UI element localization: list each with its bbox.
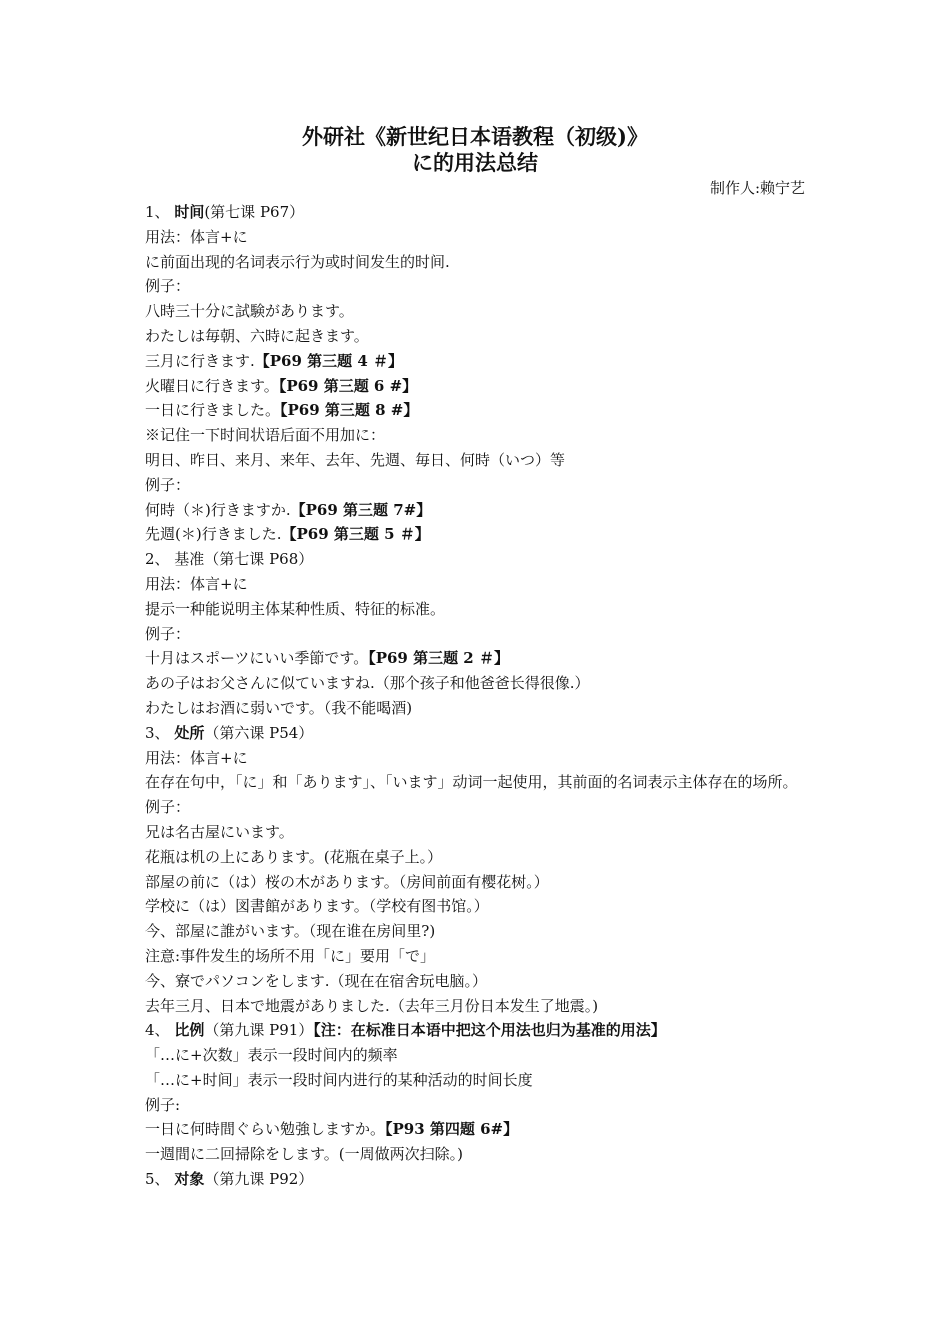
example-line: 部屋の前に（は）桜の木があります。（房间前面有樱花树。） <box>145 872 549 891</box>
example-line <box>145 349 810 374</box>
author-line: 制作人:赖宁艺 <box>709 179 805 197</box>
section-heading-place <box>145 721 810 746</box>
exercise-reference: 【P69 第三题 2 ＃】 <box>368 649 509 668</box>
section-reference: （第六课 P54） <box>204 723 314 742</box>
section-number: 5、 <box>145 1170 175 1189</box>
text-line: 用法：体言+に <box>145 748 248 767</box>
exercise-reference: 【P69 第三题 8 #】 <box>280 401 419 420</box>
example-line <box>145 646 810 671</box>
section-reference: (第七课 P67） <box>204 203 305 221</box>
exercise-reference: 【P69 第三题 5 ＃】 <box>281 525 430 544</box>
example-line: 去年三月、日本で地震がありました.（去年三月份日本发生了地震。) <box>145 996 599 1015</box>
exercise-reference: 【P69 第三题 7#】 <box>290 500 432 519</box>
section-note: 【注：在标准日本语中把这个用法也归为基准的用法】 <box>313 1021 666 1040</box>
document-subtitle: に的用法总结 <box>412 150 538 175</box>
section-heading-standard: 2、 基准（第七课 P68） <box>145 550 314 569</box>
example-line <box>145 1117 810 1142</box>
example-line: 花瓶は机の上にあります。(花瓶在桌子上。） <box>145 847 443 866</box>
text-line: 注意:事件发生的场所不用「に」要用「で」 <box>145 946 436 965</box>
example-line <box>145 398 810 423</box>
example-line: わたしはお酒に弱いです。（我不能喝酒) <box>145 698 413 717</box>
text-line: に前面出现的名词表示行为或时间发生的时间. <box>145 252 450 271</box>
example-line: 一週間に二回掃除をします。(一周做两次扫除。) <box>145 1145 464 1164</box>
exercise-reference: 【P69 第三题 4 ＃】 <box>254 351 404 370</box>
exercise-reference: 【P69 第三题 6 #】 <box>278 376 418 395</box>
section-keyword: 处所 <box>174 723 205 742</box>
example-line: 兄は名古屋にいます。 <box>145 822 294 841</box>
section-heading-ratio <box>145 1018 810 1043</box>
text-line: 例子： <box>145 798 191 817</box>
text-line: 例子： <box>145 277 191 296</box>
example-line: わたしは毎朝、六時に起きます。 <box>145 326 369 345</box>
section-heading-time <box>145 200 810 225</box>
text-line: 用法：体言+に <box>145 574 248 593</box>
example-text: 火曜日に行きます。 <box>145 376 279 395</box>
section-reference: （第九课 P92） <box>204 1170 314 1189</box>
example-text: 先週(＊)行きました. <box>145 525 282 544</box>
example-line: あの子はお父さんに似ていますね.（那个孩子和他爸爸长得很像.） <box>145 674 590 693</box>
example-text: 何時（＊)行きますか. <box>145 500 291 519</box>
document-title: 外研社《新世纪日本语教程（初级)》 <box>302 124 648 149</box>
exercise-reference: 【P93 第四题 6#】 <box>385 1120 519 1139</box>
text-paragraph: 在存在句中，「に」和「あります」、「います」动词一起使用，其前面的名词表示主体存在的场所。 <box>145 773 798 792</box>
example-text: 三月に行きます. <box>145 351 255 370</box>
text-line: 「…に+时间」表示一段时间内进行的某种活动的时间长度 <box>145 1070 533 1089</box>
section-number: 4、 <box>145 1021 175 1040</box>
example-line <box>145 374 810 399</box>
document-body <box>145 200 810 1192</box>
section-number: 3、 <box>145 723 175 742</box>
section-heading-target <box>145 1167 810 1192</box>
text-line: ※记住一下时间状语后面不用加に： <box>145 426 386 445</box>
example-text: 一日に何時間ぐらい勉強しますか。 <box>145 1120 386 1139</box>
example-line <box>145 522 810 547</box>
example-line: 学校に（は）図書館があります。（学校有图书馆。） <box>145 897 489 916</box>
text-line: 例子： <box>145 475 191 494</box>
section-reference: （第九课 P91） <box>204 1021 314 1040</box>
example-line: 今、寮でパソコンをします.（现在在宿舍玩电脑。） <box>145 971 487 990</box>
example-line: 今、部屋に誰がいます。（现在谁在房间里?) <box>145 922 436 941</box>
section-keyword: 比例 <box>174 1021 205 1040</box>
example-line <box>145 498 810 523</box>
example-text: 一日に行きました。 <box>145 401 281 420</box>
section-keyword: 时间 <box>174 203 205 221</box>
example-line: 八時三十分に試験があります。 <box>145 302 354 321</box>
section-keyword: 对象 <box>174 1170 205 1189</box>
text-line: 例子： <box>145 624 191 643</box>
example-text: 十月はスポーツにいい季節です。 <box>145 649 369 668</box>
section-number: 1、 <box>145 203 175 221</box>
text-line: 明日、昨日、来月、来年、去年、先週、毎日、何時（いつ）等 <box>145 450 566 469</box>
text-line: 用法：体言+に <box>145 227 248 246</box>
text-line: 「…に+次数」表示一段时间内的频率 <box>145 1046 398 1065</box>
text-line: 例子: <box>145 1095 181 1114</box>
text-line: 提示一种能说明主体某种性质、特征的标准。 <box>145 599 446 618</box>
